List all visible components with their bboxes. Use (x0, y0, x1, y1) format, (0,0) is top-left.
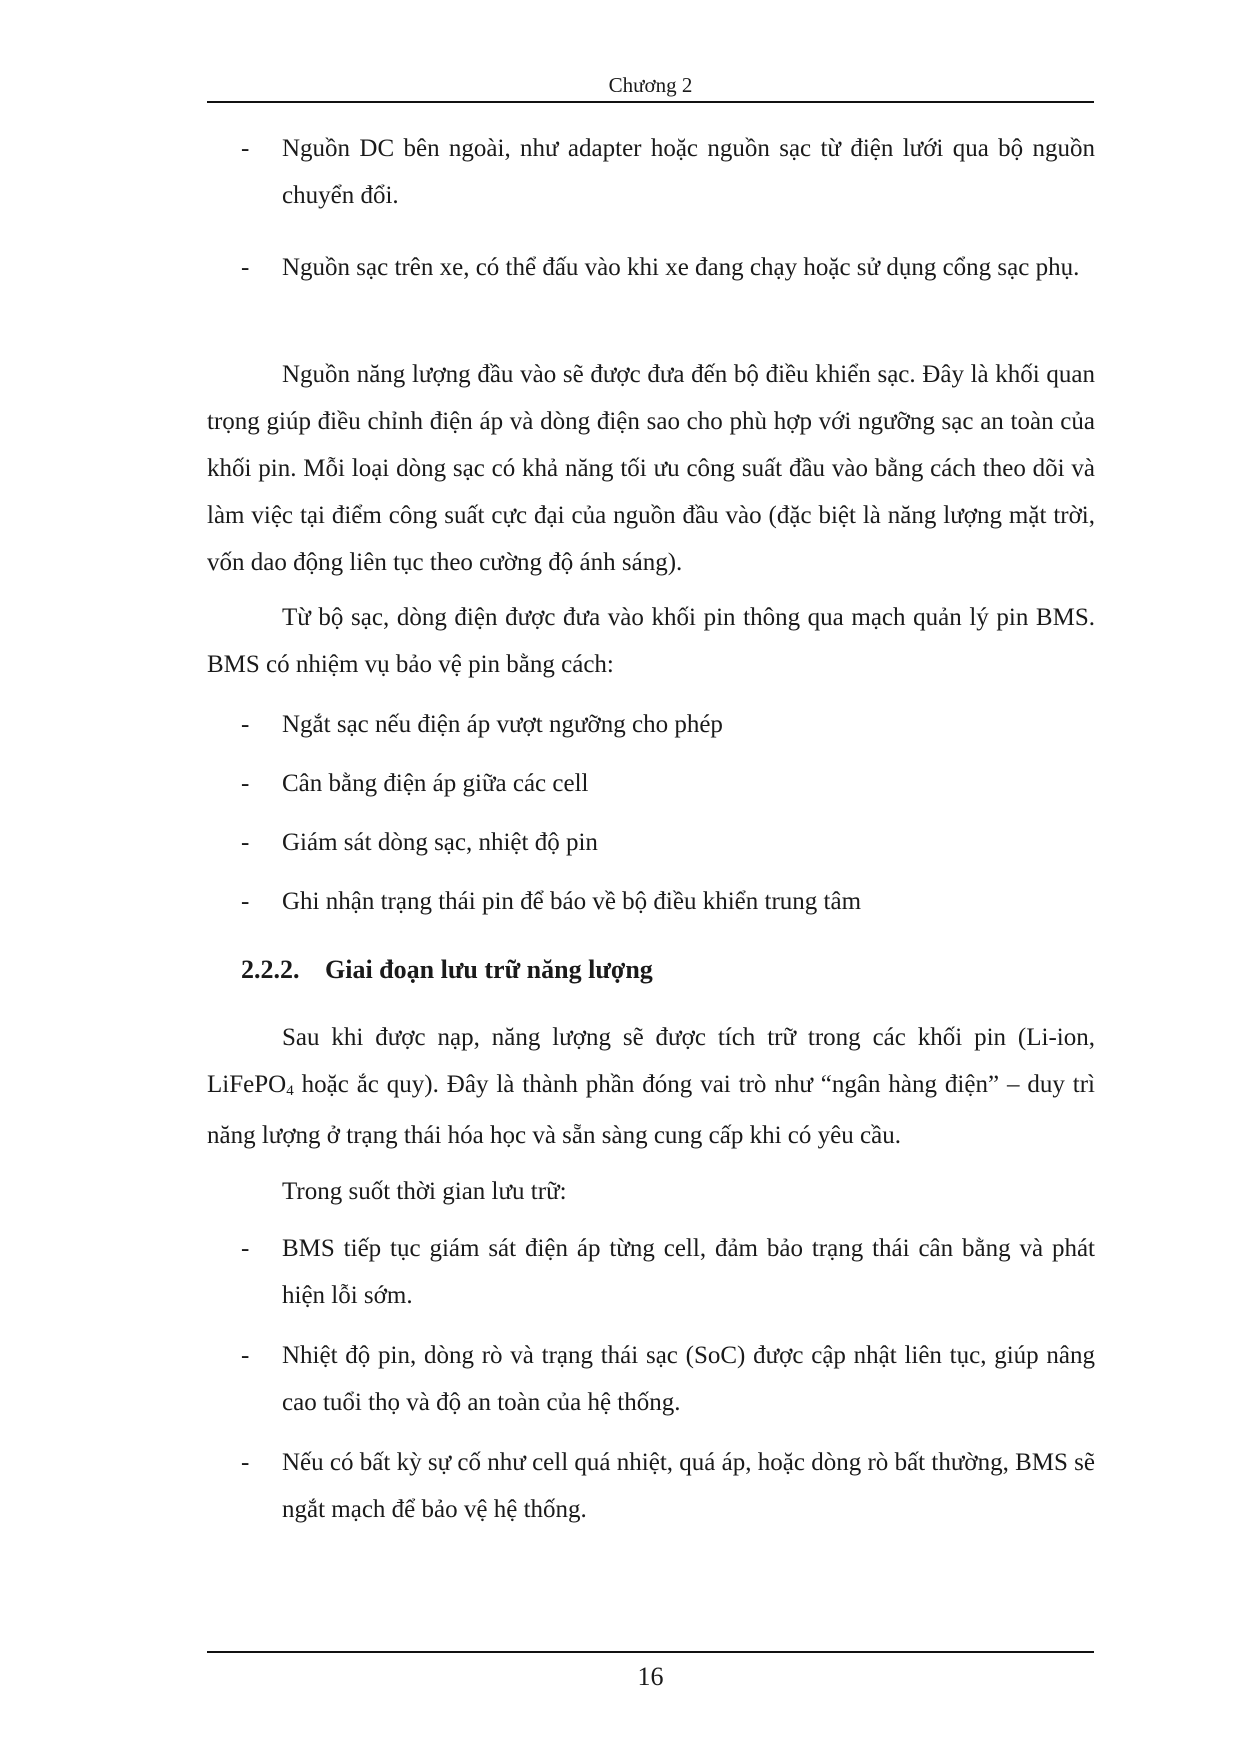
list-item-text: Nguồn DC bên ngoài, như adapter hoặc nguồn sạc từ điện lưới qua bộ nguồn chuyển đổi. (282, 135, 1095, 209)
bullet-dash: - (241, 829, 250, 856)
page-header-chapter: Chương 2 (608, 73, 693, 97)
list-item (241, 125, 1095, 219)
list-item (241, 819, 1095, 866)
list-item (241, 1439, 1095, 1533)
list-item-text: Nếu có bất kỳ sự cố như cell quá nhiệt, quá áp, hoặc dòng rò bất thường, BMS sẽ ngắt mạch để bảo vệ hệ thống. (282, 1449, 1095, 1523)
list-item (241, 701, 1095, 748)
list-item-text: Ngắt sạc nếu điện áp vượt ngưỡng cho phép (282, 711, 723, 738)
bullet-dash: - (241, 135, 250, 162)
list-item (241, 1225, 1095, 1319)
list-item-text: Nguồn sạc trên xe, có thể đấu vào khi xe đang chạy hoặc sử dụng cổng sạc phụ. (282, 254, 1080, 281)
bullet-dash: - (241, 888, 250, 915)
page-number: 16 (637, 1662, 664, 1691)
list-item (241, 878, 1095, 925)
paragraph (207, 1014, 1095, 1159)
paragraph-text-end: hoặc ắc quy). Đây là thành phần đóng vai trò như “ngân hàng điện” – duy trì năng lượng ở trạng thái hóa học và sẵn sàng cung cấp khi có yêu cầu. (207, 1071, 1095, 1149)
subscript-4: 4 (286, 1083, 294, 1099)
section-heading (241, 950, 1095, 990)
paragraph: Từ bộ sạc, dòng điện được đưa vào khối pin thông qua mạch quản lý pin BMS. BMS có nhiệm vụ bảo vệ pin bằng cách: (207, 604, 1095, 678)
list-item-text: Giám sát dòng sạc, nhiệt độ pin (282, 829, 598, 856)
list-item (241, 1332, 1095, 1426)
list-item (241, 760, 1095, 807)
list-item-text: Nhiệt độ pin, dòng rò và trạng thái sạc (SoC) được cập nhật liên tục, giúp nâng cao tuổi thọ và độ an toàn của hệ thống. (282, 1342, 1095, 1416)
bullet-dash: - (241, 254, 250, 281)
list-item-text: BMS tiếp tục giám sát điện áp từng cell, đảm bảo trạng thái cân bằng và phát hiện lỗi sớm. (282, 1235, 1095, 1309)
paragraph: Trong suốt thời gian lưu trữ: (282, 1178, 567, 1205)
list-item (241, 244, 1095, 291)
list-item-text: Ghi nhận trạng thái pin để báo về bộ điều khiển trung tâm (282, 888, 862, 915)
section-number: 2.2.2. (241, 955, 300, 984)
bullet-dash: - (241, 1449, 250, 1476)
bullet-dash: - (241, 1235, 250, 1262)
paragraph: Nguồn năng lượng đầu vào sẽ được đưa đến bộ điều khiển sạc. Đây là khối quan trọng giúp điều chỉnh điện áp và dòng điện sao cho phù hợp với ngưỡng sạc an toàn của khối pin. Mỗi loại dòng sạc có khả năng tối ưu công suất đầu vào bằng cách theo dõi và làm việc tại điểm công suất cực đại của nguồn đầu vào (đặc biệt là năng lượng mặt trời, vốn dao động liên tục theo cường độ ánh sáng). (207, 361, 1095, 576)
section-title: Giai đoạn lưu trữ năng lượng (325, 955, 653, 984)
paragraph-text-start: Sau khi được nạp, năng lượng sẽ được tích trữ trong các khối pin (Li-ion, LiFePO (207, 1024, 1095, 1098)
list-item-text: Cân bằng điện áp giữa các cell (282, 770, 589, 797)
header-rule (207, 101, 1094, 103)
bullet-dash: - (241, 1342, 250, 1369)
bullet-dash: - (241, 711, 250, 738)
bullet-dash: - (241, 770, 250, 797)
